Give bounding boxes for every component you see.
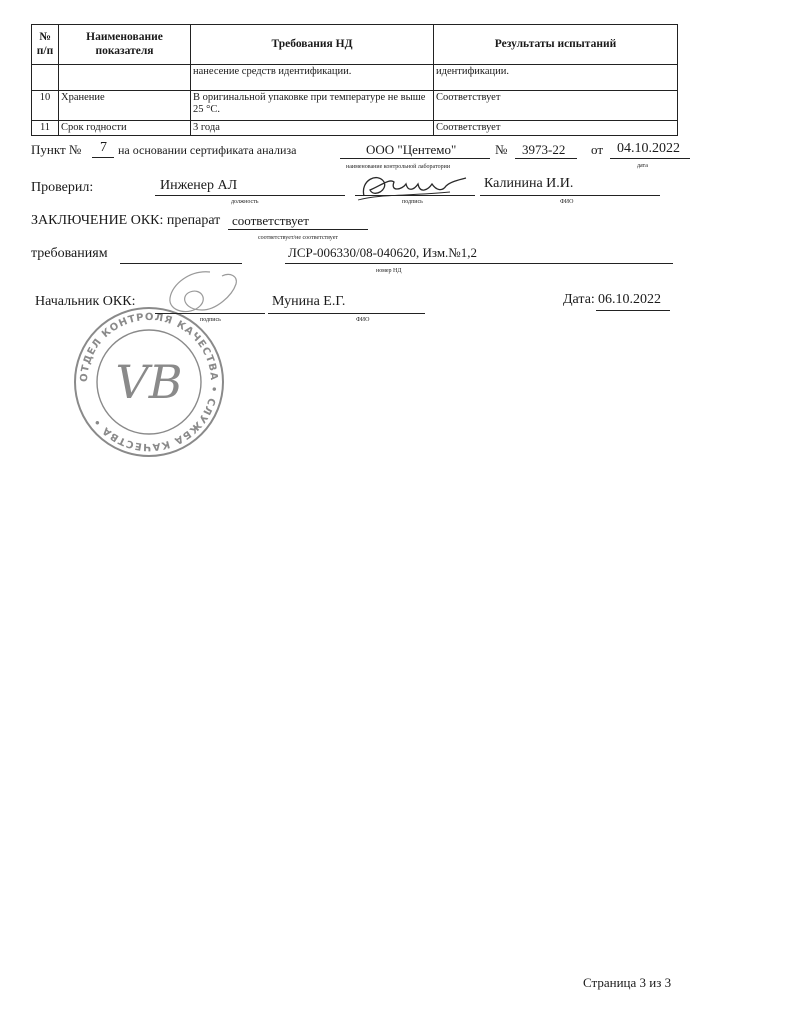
nd-line (285, 263, 673, 264)
from-label: от (591, 142, 604, 157)
row-requirement: нанесение средств идентификации. (191, 65, 434, 91)
header-requirements: Требования НД (191, 25, 434, 65)
number-sign: № (495, 142, 508, 157)
stamp-monogram: VB (115, 355, 183, 409)
row-indicator: Срок годности (59, 121, 191, 136)
conclusion-line (228, 229, 368, 230)
head-date-label: Дата: (563, 292, 595, 307)
position-caption: должность (231, 199, 259, 205)
lab-name: ООО "Центемо" (366, 142, 457, 157)
table-row (32, 121, 678, 136)
signature-line (355, 195, 475, 196)
row-requirement: В оригинальной упаковке при температуре не выше 25 °С. (191, 91, 434, 121)
certificate-line (515, 158, 577, 159)
head-date: 06.10.2022 (598, 292, 661, 307)
head-label: Начальник ОКК: (35, 294, 136, 309)
row-result: идентификации. (434, 65, 678, 91)
lab-line (340, 158, 490, 159)
name-caption: ФИО (560, 199, 574, 205)
header-number: № п/п (32, 25, 59, 65)
name-line (480, 195, 660, 196)
stamp-ring-text: ОТДЕЛ КОНТРОЛЯ КАЧЕСТВА • СЛУЖБА КАЧЕСТВА • (78, 311, 220, 453)
head-date-line (596, 310, 670, 311)
punkt-basis: на основании сертификата анализа (118, 143, 297, 157)
punkt-number-line (92, 157, 114, 158)
row-result: Соответствует (434, 121, 678, 136)
checked-label: Проверил: (31, 180, 94, 195)
lab-caption: наименование контрольной лаборатории (346, 164, 451, 170)
row-result: Соответствует (434, 91, 678, 121)
quality-stamp (66, 302, 232, 462)
header-results: Результаты испытаний (434, 25, 678, 65)
nd-caption: номер НД (376, 268, 402, 274)
head-signature-caption: подпись (200, 317, 221, 323)
date-caption: дата (637, 163, 648, 169)
head-name-caption: ФИО (356, 317, 370, 323)
table-row (32, 65, 678, 91)
certificate-date: 04.10.2022 (617, 141, 680, 156)
specification-table (31, 24, 678, 136)
requirements-label: требованиям (31, 246, 108, 261)
conclusion-value: соответствует (232, 213, 309, 228)
head-signature-line (155, 313, 265, 314)
requirements-line (120, 263, 242, 264)
table-header-row (32, 25, 678, 65)
row-number: 10 (32, 91, 59, 121)
checked-position: Инженер АЛ (160, 178, 238, 193)
conclusion-label: ЗАКЛЮЧЕНИЕ ОКК: препарат (31, 213, 221, 228)
row-indicator (59, 65, 191, 91)
conclusion-caption: соответствует/не соответствует (258, 235, 339, 241)
row-requirement: 3 года (191, 121, 434, 136)
certificate-number: 3973-22 (522, 142, 566, 157)
head-name-line (268, 313, 425, 314)
date-line (610, 158, 690, 159)
row-indicator: Хранение (59, 91, 191, 121)
nd-number: ЛСР-006330/08-040620, Изм.№1,2 (288, 245, 477, 260)
row-number: 11 (32, 121, 59, 136)
page-number: Страница 3 из 3 (583, 975, 672, 990)
position-line (155, 195, 345, 196)
signature-caption: подпись (402, 199, 423, 205)
table-row (32, 91, 678, 121)
header-indicator: Наименование показателя (59, 25, 191, 65)
punkt-label: Пункт № (31, 142, 82, 157)
checked-name: Калинина И.И. (484, 176, 574, 191)
row-number (32, 65, 59, 91)
punkt-number: 7 (100, 140, 107, 155)
head-name: Мунина Е.Г. (272, 294, 346, 309)
